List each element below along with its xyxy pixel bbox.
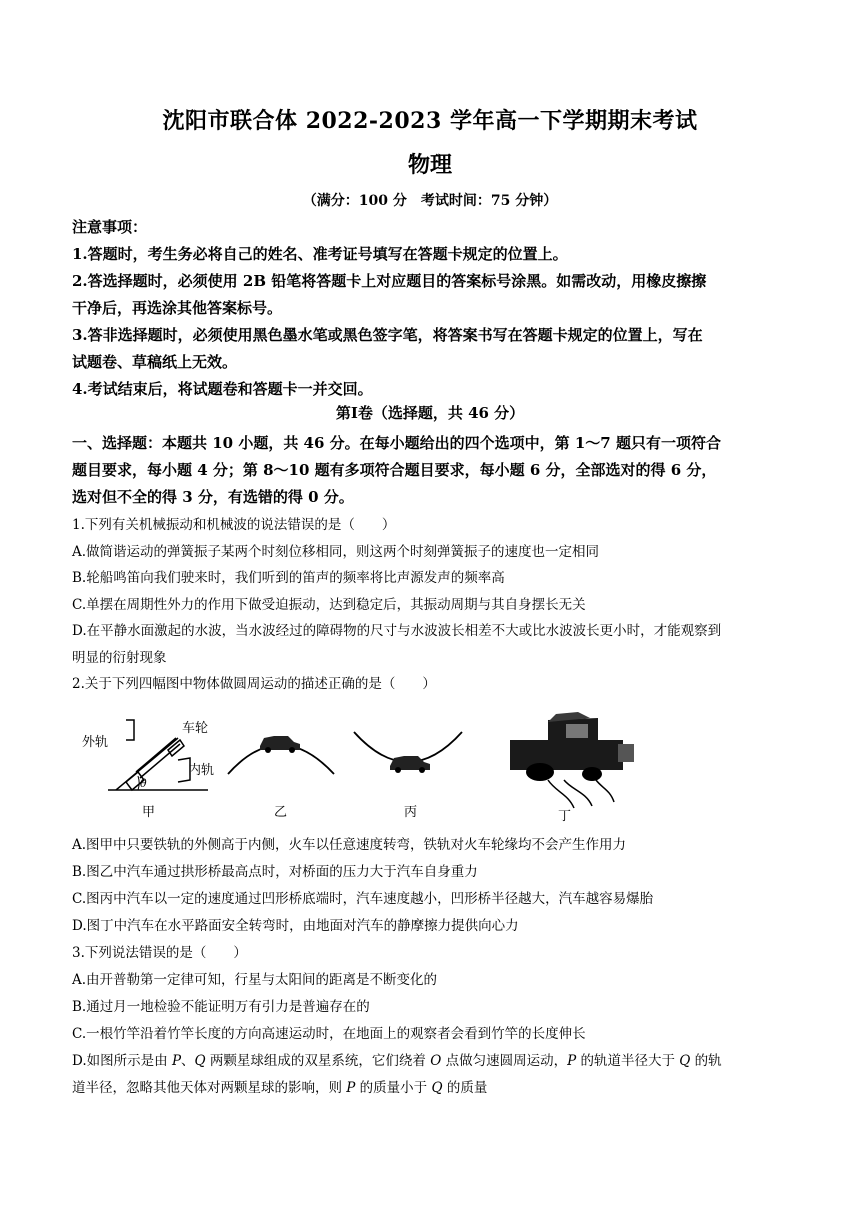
figure-jia <box>82 720 214 820</box>
text-run: 、 <box>181 1053 195 1069</box>
figure-yi <box>228 736 334 820</box>
option-b: B.轮船鸣笛向我们驶来时，我们听到的笛声的频率将比声源发声的频率高 <box>72 570 505 586</box>
option-c: C.图丙中汽车以一定的速度通过凹形桥底端时，汽车速度越小，凹形桥半径越大，汽车越容易爆胎 <box>72 891 654 907</box>
figure-bing <box>354 732 462 820</box>
text-run: D.如图所示是由 <box>72 1053 172 1069</box>
option-c: C.一根竹竿沿着竹竿长度的方向高速运动时，在地面上的观察者会看到竹竿的长度伸长 <box>72 1026 586 1042</box>
subject-title: 物理 <box>407 152 452 178</box>
option-b: B.图乙中汽车通过拱形桥最高点时，对桥面的压力大于汽车自身重力 <box>72 864 478 880</box>
question-2-and-3 <box>72 832 798 1102</box>
label-jia: 甲 <box>142 805 156 820</box>
instruction-line: 一、选择题：本题共 10 小题，共 46 分。在每小题给出的四个选项中，第 1～7 题只有一项符合 <box>72 434 721 452</box>
option-a: A.图甲中只要铁轨的外侧高于内侧，火车以任意速度转弯，铁轨对火车轮缘均不会产生作用力 <box>72 837 627 853</box>
notes-heading: 注意事项： <box>72 218 148 236</box>
var-q: Q <box>431 1080 443 1096</box>
circular-motion-figure <box>78 710 638 828</box>
option-c: C.单摆在周期性外力的作用下做受迫振动，达到稳定后，其振动周期与其自身摆长无关 <box>72 596 586 613</box>
notes-item: 干净后，再选涂其他答案标号。 <box>72 299 283 317</box>
label-inner-rail: 内轨 <box>188 763 215 778</box>
notes-item: 4.考试结束后，将试题卷和答题卡一并交回。 <box>72 380 373 398</box>
option-a: A.做简谐运动的弹簧振子某两个时刻位移相同，则这两个时刻弹簧振子的速度也一定相同 <box>72 543 600 560</box>
text-run: 道半径，忽略其他天体对两颗星球的影响，则 <box>72 1080 347 1096</box>
var-p: P <box>171 1053 182 1069</box>
label-outer-rail: 外轨 <box>82 735 109 750</box>
option-a: A.由开普勒第一定律可知，行星与太阳间的距离是不断变化的 <box>72 972 438 988</box>
section-title: 第Ⅰ卷（选择题，共 46 分） <box>335 404 525 422</box>
label-yi: 乙 <box>274 805 288 820</box>
var-q: Q <box>194 1053 206 1069</box>
var-q: Q <box>679 1053 691 1069</box>
question-stem: 1.下列有关机械振动和机械波的说法错误的是（ ） <box>72 517 396 533</box>
notes-item: 3.答非选择题时，必须使用黑色墨水笔或黑色签字笔，将答案书写在答题卡规定的位置上，写在 <box>72 326 703 344</box>
label-wheel: 车轮 <box>182 721 209 736</box>
option-d-continued: 明显的衍射现象 <box>72 649 167 666</box>
instruction-line: 选对但不全的得 3 分，有选错的得 0 分。 <box>72 488 354 506</box>
question-stem: 2.关于下列四幅图中物体做圆周运动的描述正确的是（ ） <box>72 676 436 692</box>
label-ding: 丁 <box>558 809 572 824</box>
text-run: 的质量小于 <box>355 1080 432 1096</box>
var-p: P <box>346 1080 356 1096</box>
text-run: 两颗星球组成的双星系统，它们绕着 <box>205 1053 431 1069</box>
label-theta: θ <box>140 777 147 790</box>
text-run: 的质量 <box>442 1080 488 1096</box>
label-bing: 丙 <box>404 805 418 820</box>
option-d: D.在平静水面激起的水波，当水波经过的障碍物的尺寸与水波波长相差不大或比水波波长更小时，才能观察到 <box>72 623 722 639</box>
figure-ding <box>510 712 634 824</box>
question-stem: 3.下列说法错误的是（ ） <box>72 945 247 961</box>
option-d: D.图丁中汽车在水平路面安全转弯时，由地面对汽车的静摩擦力提供向心力 <box>72 918 519 934</box>
option-d-continued <box>72 1075 798 1102</box>
instruction-block <box>72 430 794 511</box>
exam-meta: （满分：100 分 考试时间：75 分钟） <box>302 193 558 209</box>
notes-item: 2.答选择题时，必须使用 2B 铅笔将答题卡上对应题目的答案标号涂黑。如需改动，用橡皮擦擦 <box>72 272 707 290</box>
option-d <box>72 1048 798 1075</box>
notes-item: 1.答题时，考生务必将自己的姓名、准考证号填写在答题卡规定的位置上。 <box>72 245 568 263</box>
instruction-line: 题目要求，每小题 4 分；第 8～10 题有多项符合题目要求，每小题 6 分，全部选对的得 6 分， <box>72 461 717 479</box>
var-p: P <box>567 1053 577 1069</box>
text-run: 的轨 <box>690 1053 722 1069</box>
option-b: B.通过月一地检验不能证明万有引力是普遍存在的 <box>72 999 370 1015</box>
text-run: 点做匀速圆周运动， <box>441 1053 568 1069</box>
text-run: 的轨道半径大于 <box>576 1053 680 1069</box>
notes-item: 试题卷、草稿纸上无效。 <box>72 353 238 371</box>
var-o: O <box>430 1053 442 1069</box>
question-1 <box>72 512 798 698</box>
exam-title: 沈阳市联合体 2022-2023 学年高一下学期期末考试 <box>162 108 698 134</box>
notes-block <box>72 214 794 403</box>
